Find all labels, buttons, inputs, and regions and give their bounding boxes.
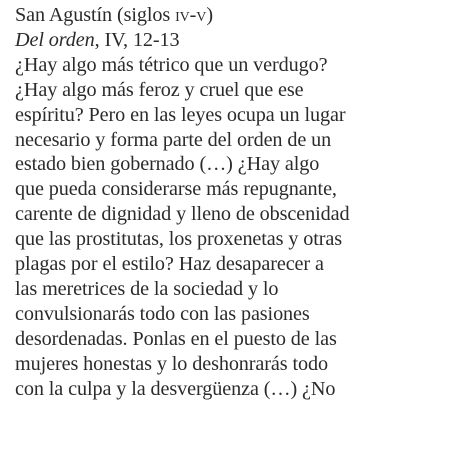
body-line: las meretrices de la sociedad y lo (15, 277, 279, 300)
work-reference: , IV, 12-13 (94, 28, 180, 51)
body-line: ¿Hay algo más feroz y cruel que ese (15, 78, 304, 101)
work-line (15, 28, 451, 53)
body-line: que pueda considerarse más repugnante, (15, 178, 337, 201)
body-line: convulsionarás todo con las pasiones (15, 302, 310, 325)
author-suffix: ) (206, 4, 213, 26)
quote-text-block (15, 3, 451, 402)
body-line: plagas por el estilo? Haz desaparecer a (15, 253, 324, 276)
work-title: Del orden (15, 28, 95, 51)
body-line: carente de dignidad y lleno de obscenidad (15, 203, 350, 226)
body-line: estado bien gobernado (…) ¿Hay algo (15, 153, 320, 176)
body-line: espíritu? Pero en las leyes ocupa un lugar (15, 103, 346, 126)
body-line: desordenadas. Ponlas en el puesto de las (15, 327, 337, 350)
centuries: iv-v (175, 4, 207, 26)
body-line: con la culpa y la desvergüenza (…) ¿No (15, 377, 336, 400)
author-line (15, 3, 451, 28)
body-line: ¿Hay algo más tétrico que un verdugo? (15, 53, 328, 76)
author-prefix: San Agustín (siglos (15, 4, 176, 26)
body-line: necesario y forma parte del orden de un (15, 128, 332, 151)
body-line: mujeres honestas y lo deshonrarás todo (15, 352, 328, 375)
body-line: que las prostitutas, los proxenetas y otras (15, 228, 343, 251)
